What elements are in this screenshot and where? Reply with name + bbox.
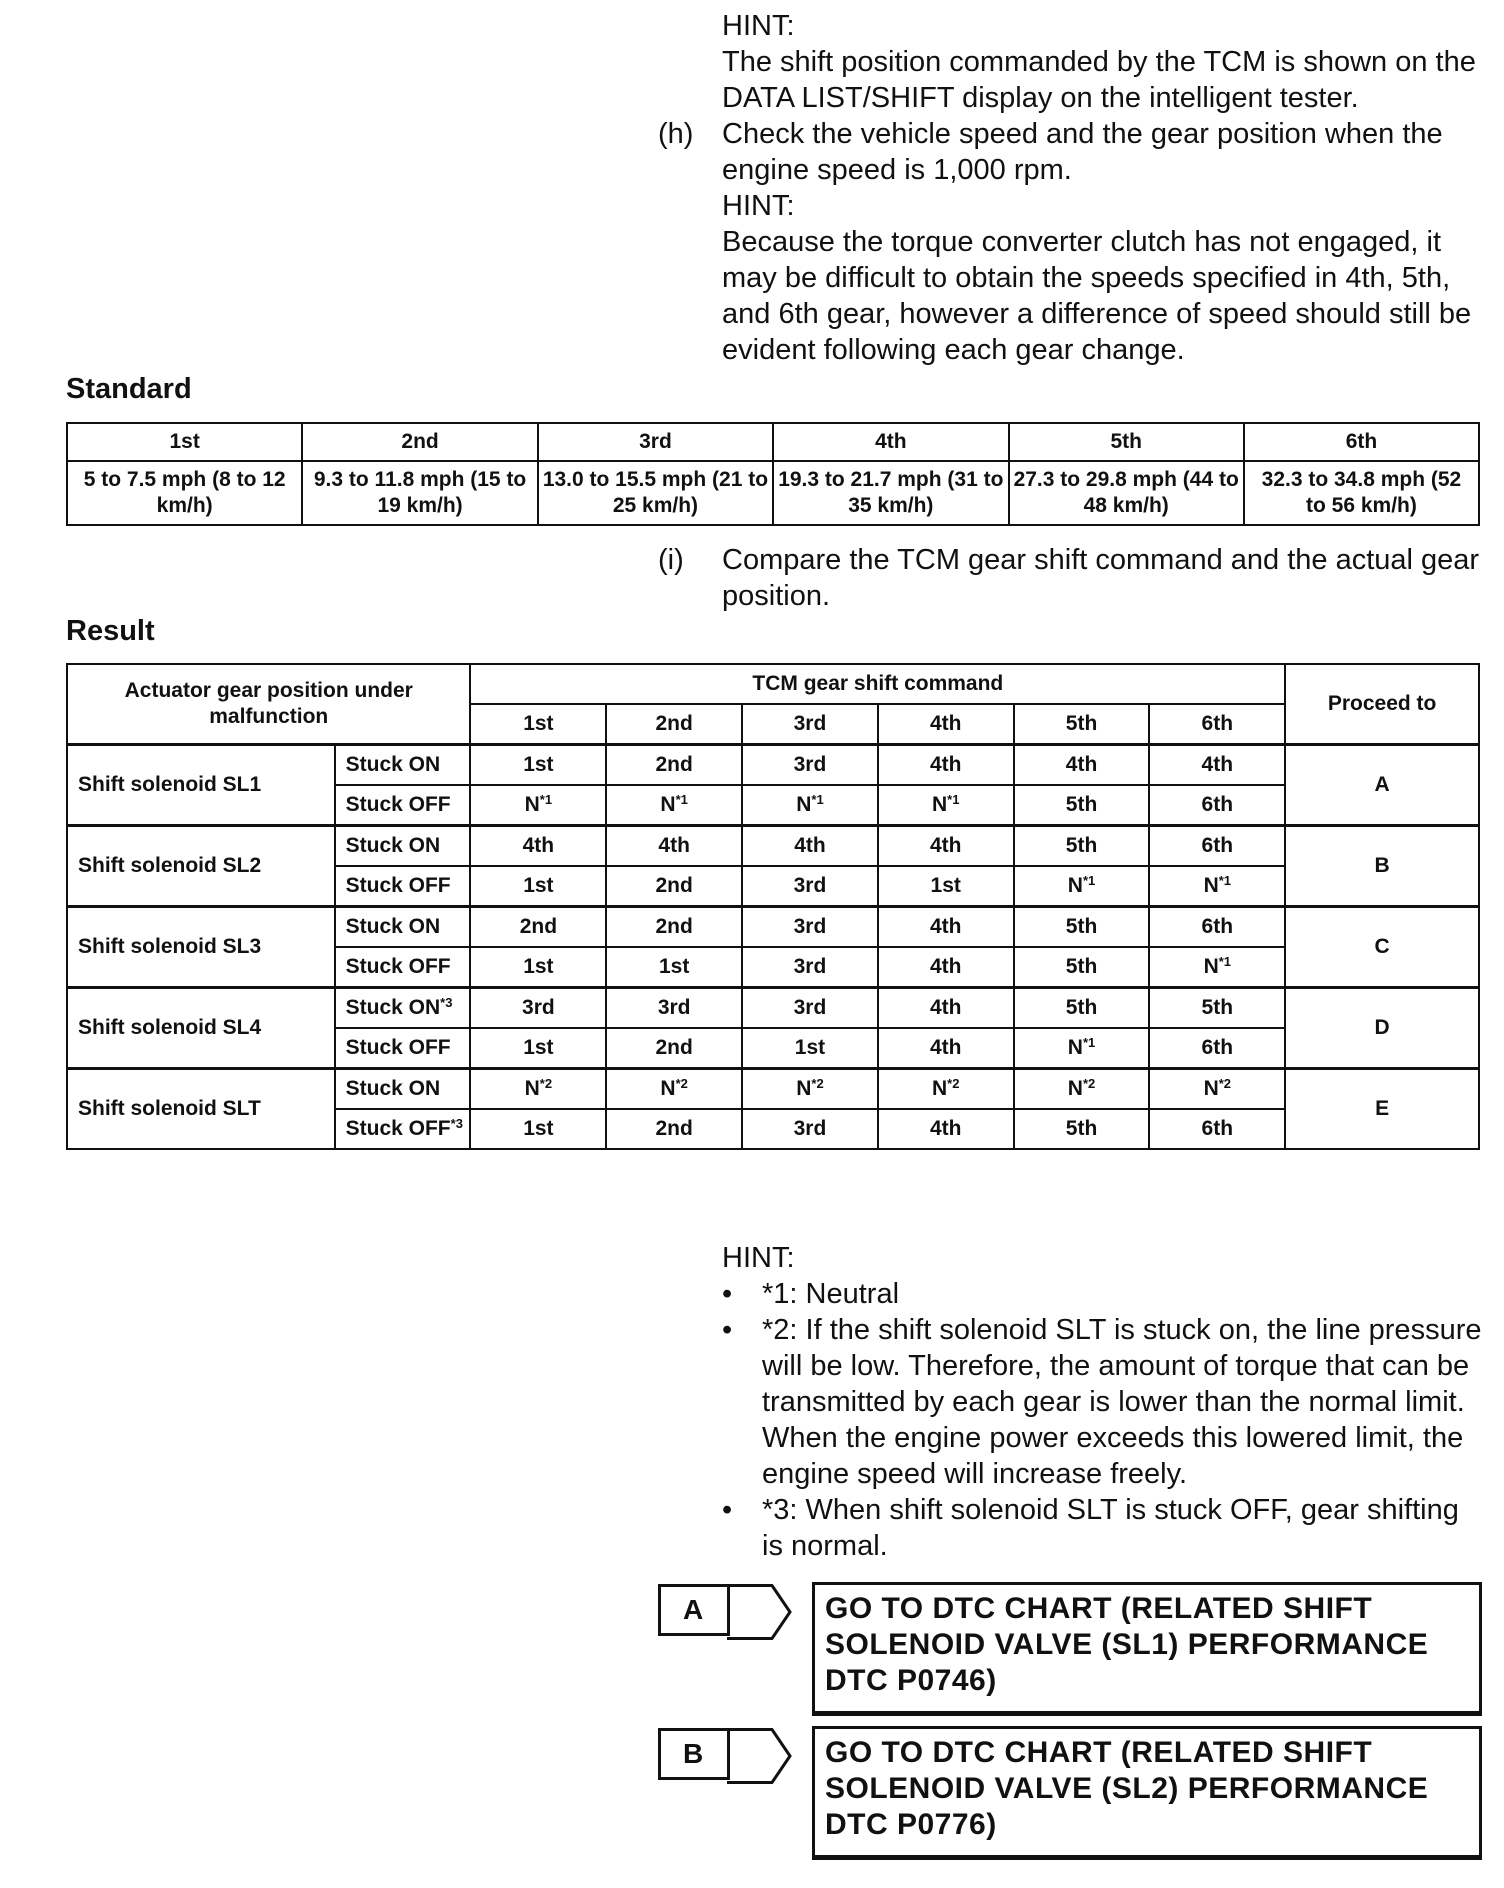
gear-result-cell — [1149, 988, 1285, 1029]
gear-result-cell — [1014, 785, 1150, 826]
gear-result-cell — [742, 988, 878, 1029]
condition-cell — [335, 866, 471, 907]
solenoid-name: Shift solenoid SL1 — [67, 745, 335, 826]
proceed-to-cell: A — [1285, 745, 1479, 826]
gear-header: 1st — [470, 704, 606, 745]
actuator-column-header: Actuator gear position under malfunction — [67, 664, 470, 745]
footnote-marker: *1 — [1082, 873, 1096, 888]
gear-result-cell — [1014, 866, 1150, 907]
gear-value: 5th — [1065, 1117, 1098, 1140]
gear-result-cell — [470, 1069, 606, 1110]
gear-value: 1st — [658, 955, 690, 978]
gear-result-cell — [606, 785, 742, 826]
result-row — [67, 907, 1479, 948]
gear-value: 6th — [1201, 793, 1234, 816]
condition-text: Stuck OFF — [345, 793, 451, 816]
condition-cell — [335, 947, 471, 988]
standard-value: 9.3 to 11.8 mph (15 to 19 km/h) — [302, 461, 537, 525]
step-h-text: Check the vehicle speed and the gear position when the engine speed is 1,000 rpm. — [722, 118, 1443, 186]
solenoid-name: Shift solenoid SLT — [67, 1069, 335, 1150]
gear-value: 6th — [1201, 915, 1234, 938]
gear-value: N — [1067, 1077, 1083, 1100]
gear-value: 2nd — [655, 1117, 693, 1140]
gear-result-cell — [470, 866, 606, 907]
gear-result-cell — [742, 907, 878, 948]
gear-value: 5th — [1201, 996, 1234, 1019]
gear-result-cell — [606, 1028, 742, 1069]
hint-item: • *1: Neutral — [722, 1276, 1482, 1312]
hint-item: • *2: If the shift solenoid SLT is stuck on, the line pressure will be low. Therefore, the amount of torque that can be transmitted by each gear is lower than the normal limit. When the engine power exceeds this lowered limit, the engine speed will increase freely. — [722, 1312, 1482, 1492]
gear-header: 2nd — [606, 704, 742, 745]
gear-value: 4th — [1065, 753, 1098, 776]
gear-result-cell — [1149, 947, 1285, 988]
standard-value-row — [67, 461, 1479, 525]
standard-header: 1st — [67, 423, 302, 461]
condition-cell — [335, 907, 471, 948]
gear-result-cell — [470, 745, 606, 786]
result-row — [67, 826, 1479, 867]
proceed-to-cell: C — [1285, 907, 1479, 988]
hint-item: • *3: When shift solenoid SLT is stuck OFF, gear shifting is normal. — [722, 1492, 1482, 1564]
gear-result-cell — [470, 947, 606, 988]
footnote-marker: *1 — [675, 792, 688, 807]
footnote-marker: *3 — [450, 1116, 463, 1131]
result-a-code: A — [658, 1584, 730, 1636]
gear-result-cell — [742, 866, 878, 907]
gear-value: 6th — [1201, 1117, 1234, 1140]
gear-value: 5th — [1065, 793, 1098, 816]
hint-label: HINT: — [722, 10, 795, 42]
gear-result-cell — [1014, 1109, 1150, 1149]
hint2-label: HINT: — [722, 190, 795, 222]
solenoid-name: Shift solenoid SL3 — [67, 907, 335, 988]
gear-value: 6th — [1201, 834, 1234, 857]
gear-result-cell — [1149, 826, 1285, 867]
standard-value: 32.3 to 34.8 mph (52 to 56 km/h) — [1244, 461, 1479, 525]
gear-result-cell — [1149, 785, 1285, 826]
proceed-to-cell: D — [1285, 988, 1479, 1069]
gear-result-cell — [606, 745, 742, 786]
proceed-header: Proceed to — [1285, 664, 1479, 745]
standard-header-row — [67, 423, 1479, 461]
hint2-text: Because the torque converter clutch has not engaged, it may be difficult to obtain the speeds specified in 4th, 5th, and 6th gear, however a difference of speed should still be evident following each gear change. — [722, 226, 1472, 366]
gear-value: 4th — [1201, 753, 1234, 776]
gear-result-cell — [1014, 745, 1150, 786]
gear-value: 3rd — [657, 996, 691, 1019]
condition-text: Stuck OFF — [345, 874, 451, 897]
gear-result-cell — [742, 826, 878, 867]
footnote-marker: *1 — [1082, 1035, 1096, 1050]
footnote-marker: *1 — [1218, 873, 1232, 888]
hints-block — [722, 1240, 1482, 1564]
gear-value: 4th — [929, 1036, 962, 1059]
step-h-label: (h) — [658, 118, 694, 150]
gear-value: 1st — [794, 1036, 826, 1059]
solenoid-name: Shift solenoid SL2 — [67, 826, 335, 907]
standard-value: 5 to 7.5 mph (8 to 12 km/h) — [67, 461, 302, 525]
gear-result-cell — [742, 1109, 878, 1149]
gear-result-cell — [606, 826, 742, 867]
footnote-marker: *1 — [1218, 954, 1232, 969]
standard-title: Standard — [66, 373, 192, 405]
gear-value: 4th — [522, 834, 555, 857]
gear-result-cell — [606, 988, 742, 1029]
result-table-body — [67, 664, 1479, 1149]
condition-text: Stuck OFF — [345, 955, 451, 978]
footnote-marker: *1 — [811, 792, 824, 807]
standard-header: 4th — [773, 423, 1008, 461]
result-row — [67, 1069, 1479, 1110]
gear-result-cell — [1014, 826, 1150, 867]
condition-cell — [335, 1069, 471, 1110]
standard-header: 3rd — [538, 423, 773, 461]
gear-value: N — [1203, 955, 1219, 978]
footnote-marker: *1 — [539, 792, 553, 807]
gear-value: 2nd — [655, 915, 693, 938]
gear-value: 4th — [929, 753, 962, 776]
condition-cell — [335, 826, 471, 867]
gear-result-cell — [878, 947, 1014, 988]
condition-text: Stuck ON — [345, 753, 441, 776]
gear-value: 3rd — [793, 996, 827, 1019]
gear-value: N — [524, 1077, 540, 1100]
gear-value: N — [1067, 1036, 1083, 1059]
gear-result-cell — [878, 1109, 1014, 1149]
gear-value: N — [1203, 874, 1219, 897]
step-h-block — [722, 116, 1487, 368]
gear-result-cell — [878, 785, 1014, 826]
gear-value: 3rd — [793, 1117, 827, 1140]
gear-result-cell — [1149, 1028, 1285, 1069]
gear-value: 3rd — [793, 874, 827, 897]
hints-list — [722, 1276, 1482, 1564]
gear-result-cell — [1014, 947, 1150, 988]
gear-result-cell — [1014, 1069, 1150, 1110]
gear-result-cell — [878, 826, 1014, 867]
gear-result-cell — [742, 785, 878, 826]
condition-text: Stuck ON — [345, 1077, 441, 1100]
arrow-right-icon — [727, 1728, 793, 1784]
step-i-label: (i) — [658, 544, 684, 576]
gear-value: 5th — [1065, 955, 1098, 978]
gear-result-cell — [742, 1028, 878, 1069]
condition-cell — [335, 745, 471, 786]
gear-value: 1st — [523, 753, 554, 776]
gear-header: 4th — [878, 704, 1014, 745]
footnote-marker: *3 — [440, 995, 453, 1010]
gear-value: 2nd — [655, 874, 693, 897]
gear-result-cell — [470, 907, 606, 948]
gear-value: N — [932, 1077, 948, 1100]
footnote-marker: *2 — [675, 1076, 688, 1091]
gear-value: 1st — [523, 1117, 554, 1140]
gear-value: 2nd — [655, 1036, 693, 1059]
result-b-code: B — [658, 1728, 730, 1780]
condition-cell — [335, 1028, 471, 1069]
condition-cell — [335, 785, 471, 826]
gear-result-cell — [470, 1028, 606, 1069]
gear-value: 4th — [929, 996, 962, 1019]
standard-header: 6th — [1244, 423, 1479, 461]
gear-value: 4th — [658, 834, 690, 857]
footnote-marker: *2 — [811, 1076, 824, 1091]
gear-result-cell — [470, 785, 606, 826]
gear-result-cell — [742, 745, 878, 786]
gear-value: 3rd — [522, 996, 555, 1019]
gear-result-cell — [878, 988, 1014, 1029]
gear-header: 3rd — [742, 704, 878, 745]
gear-result-cell — [742, 947, 878, 988]
gear-result-cell — [878, 866, 1014, 907]
condition-text: Stuck ON — [345, 915, 441, 938]
gear-value: 4th — [794, 834, 826, 857]
gear-value: 5th — [1065, 915, 1098, 938]
gear-result-cell — [1014, 1028, 1150, 1069]
gear-value: N — [524, 793, 540, 816]
footnote-marker: *2 — [1218, 1076, 1232, 1091]
arrow-right-icon — [727, 1584, 793, 1640]
gear-value: 3rd — [793, 915, 827, 938]
result-title: Result — [66, 615, 155, 647]
gear-value: 5th — [1065, 834, 1098, 857]
gear-value: N — [796, 1077, 812, 1100]
gear-value: 1st — [523, 955, 554, 978]
gear-header: 6th — [1149, 704, 1285, 745]
gear-result-cell — [606, 1109, 742, 1149]
gear-result-cell — [878, 1028, 1014, 1069]
footnote-marker: *2 — [539, 1076, 553, 1091]
gear-result-cell — [1149, 1069, 1285, 1110]
result-a-destination[interactable]: GO TO DTC CHART (RELATED SHIFT SOLENOID VALVE (SL1) PERFORMANCE DTC P0746) — [812, 1582, 1482, 1716]
gear-value: 4th — [929, 1117, 962, 1140]
gear-value: 3rd — [793, 955, 827, 978]
gear-result-cell — [1149, 866, 1285, 907]
gear-value: 4th — [929, 834, 962, 857]
proceed-to-cell: E — [1285, 1069, 1479, 1150]
proceed-to-cell: B — [1285, 826, 1479, 907]
gear-result-cell — [1149, 907, 1285, 948]
footnote-marker: *1 — [947, 792, 960, 807]
result-b-destination[interactable]: GO TO DTC CHART (RELATED SHIFT SOLENOID VALVE (SL2) PERFORMANCE DTC P0776) — [812, 1726, 1482, 1860]
footnote-marker: *2 — [947, 1076, 960, 1091]
condition-text: Stuck OFF — [345, 1036, 451, 1059]
hint-text: The shift position commanded by the TCM is shown on the DATA LIST/SHIFT display on the intelligent tester. — [722, 46, 1476, 114]
standard-value: 13.0 to 15.5 mph (21 to 25 km/h) — [538, 461, 773, 525]
gear-result-cell — [606, 1069, 742, 1110]
gear-result-cell — [606, 947, 742, 988]
condition-cell — [335, 988, 471, 1029]
gear-result-cell — [470, 1109, 606, 1149]
gear-result-cell — [470, 826, 606, 867]
step-i-text: Compare the TCM gear shift command and the actual gear position. — [722, 544, 1480, 612]
gear-result-cell — [1014, 907, 1150, 948]
gear-value: 6th — [1201, 1036, 1234, 1059]
standard-header: 5th — [1009, 423, 1244, 461]
gear-value: N — [796, 793, 812, 816]
gear-result-cell — [878, 745, 1014, 786]
standard-header: 2nd — [302, 423, 537, 461]
gear-result-cell — [606, 866, 742, 907]
gear-value: 5th — [1065, 996, 1098, 1019]
gear-value: N — [1203, 1077, 1219, 1100]
condition-text: Stuck ON — [345, 996, 441, 1019]
gear-result-cell — [470, 988, 606, 1029]
gear-result-cell — [878, 907, 1014, 948]
hints-label: HINT: — [722, 1242, 795, 1274]
result-row — [67, 988, 1479, 1029]
tcm-command-header: TCM gear shift command — [470, 664, 1285, 704]
gear-result-cell — [878, 1069, 1014, 1110]
gear-value: 2nd — [519, 915, 558, 938]
condition-cell — [335, 1109, 471, 1149]
result-table — [66, 663, 1480, 1150]
gear-value: 1st — [523, 874, 554, 897]
gear-value: 1st — [930, 874, 961, 897]
standard-value: 27.3 to 29.8 mph (44 to 48 km/h) — [1009, 461, 1244, 525]
gear-value: N — [660, 793, 676, 816]
gear-result-cell — [1014, 988, 1150, 1029]
gear-header: 5th — [1014, 704, 1150, 745]
gear-value: 3rd — [793, 753, 827, 776]
gear-value: 4th — [929, 915, 962, 938]
intro-hint-block — [722, 8, 1487, 116]
gear-value: 1st — [523, 1036, 554, 1059]
solenoid-name: Shift solenoid SL4 — [67, 988, 335, 1069]
result-row — [67, 745, 1479, 786]
gear-result-cell — [1149, 745, 1285, 786]
gear-result-cell — [742, 1069, 878, 1110]
gear-value: N — [660, 1077, 676, 1100]
gear-value: 2nd — [655, 753, 693, 776]
gear-value: N — [1067, 874, 1083, 897]
gear-result-cell — [606, 907, 742, 948]
standard-table — [66, 422, 1480, 526]
condition-text: Stuck ON — [345, 834, 441, 857]
footnote-marker: *2 — [1082, 1076, 1096, 1091]
gear-result-cell — [1149, 1109, 1285, 1149]
gear-value: 4th — [929, 955, 962, 978]
condition-text: Stuck OFF — [345, 1117, 451, 1140]
gear-value: N — [932, 793, 948, 816]
standard-value: 19.3 to 21.7 mph (31 to 35 km/h) — [773, 461, 1008, 525]
